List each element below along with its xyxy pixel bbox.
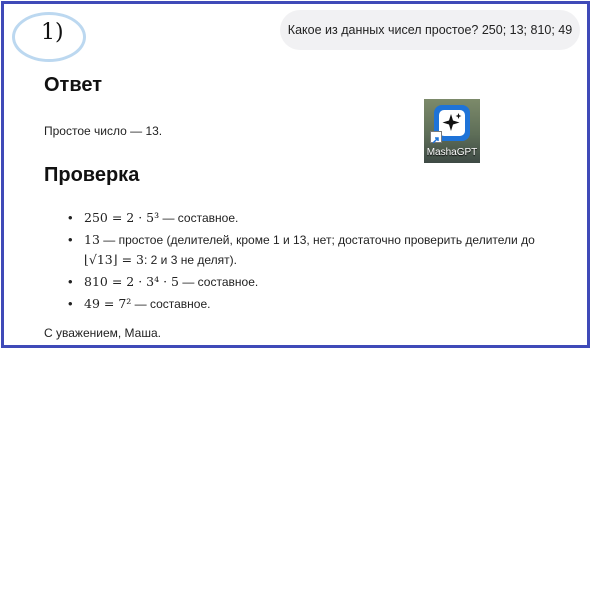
formula: 250 = 2 · 5³: [84, 210, 160, 225]
shortcut-arrow-icon: [430, 131, 442, 143]
shortcut-label: MashaGPT: [426, 147, 478, 158]
formula: 49 = 7²: [84, 296, 132, 311]
sparkle-icon: [439, 110, 465, 136]
step-number-label: 1): [41, 20, 64, 45]
answer-text: Простое число — 13.: [44, 124, 163, 138]
item-text-continued: : 2 и 3 не делят).: [144, 253, 237, 267]
item-text: — простое (делителей, кроме 1 и 13, нет; достаточно проверить делители до: [99, 233, 535, 247]
signature-text: С уважением, Маша.: [44, 326, 161, 340]
check-list: [44, 208, 564, 316]
formula: 13: [84, 232, 100, 247]
item-text: — составное.: [179, 275, 259, 289]
list-item: [44, 230, 564, 270]
user-message-bubble: Какое из данных чисел простое? 250; 13; 810; 49: [280, 10, 580, 50]
list-item: [44, 272, 564, 292]
answer-heading: Ответ: [44, 74, 103, 96]
list-item: [44, 208, 564, 228]
mashagpt-shortcut[interactable]: [424, 99, 480, 163]
item-text: — составное.: [159, 211, 239, 225]
item-text: — составное.: [131, 297, 211, 311]
formula: 810 = 2 · 3⁴ · 5: [84, 274, 179, 289]
check-heading: Проверка: [44, 164, 140, 186]
list-item: [44, 294, 564, 314]
formula-sqrt: ⌊√13⌋ = 3: [84, 252, 144, 267]
screenshot-frame: [1, 1, 590, 348]
